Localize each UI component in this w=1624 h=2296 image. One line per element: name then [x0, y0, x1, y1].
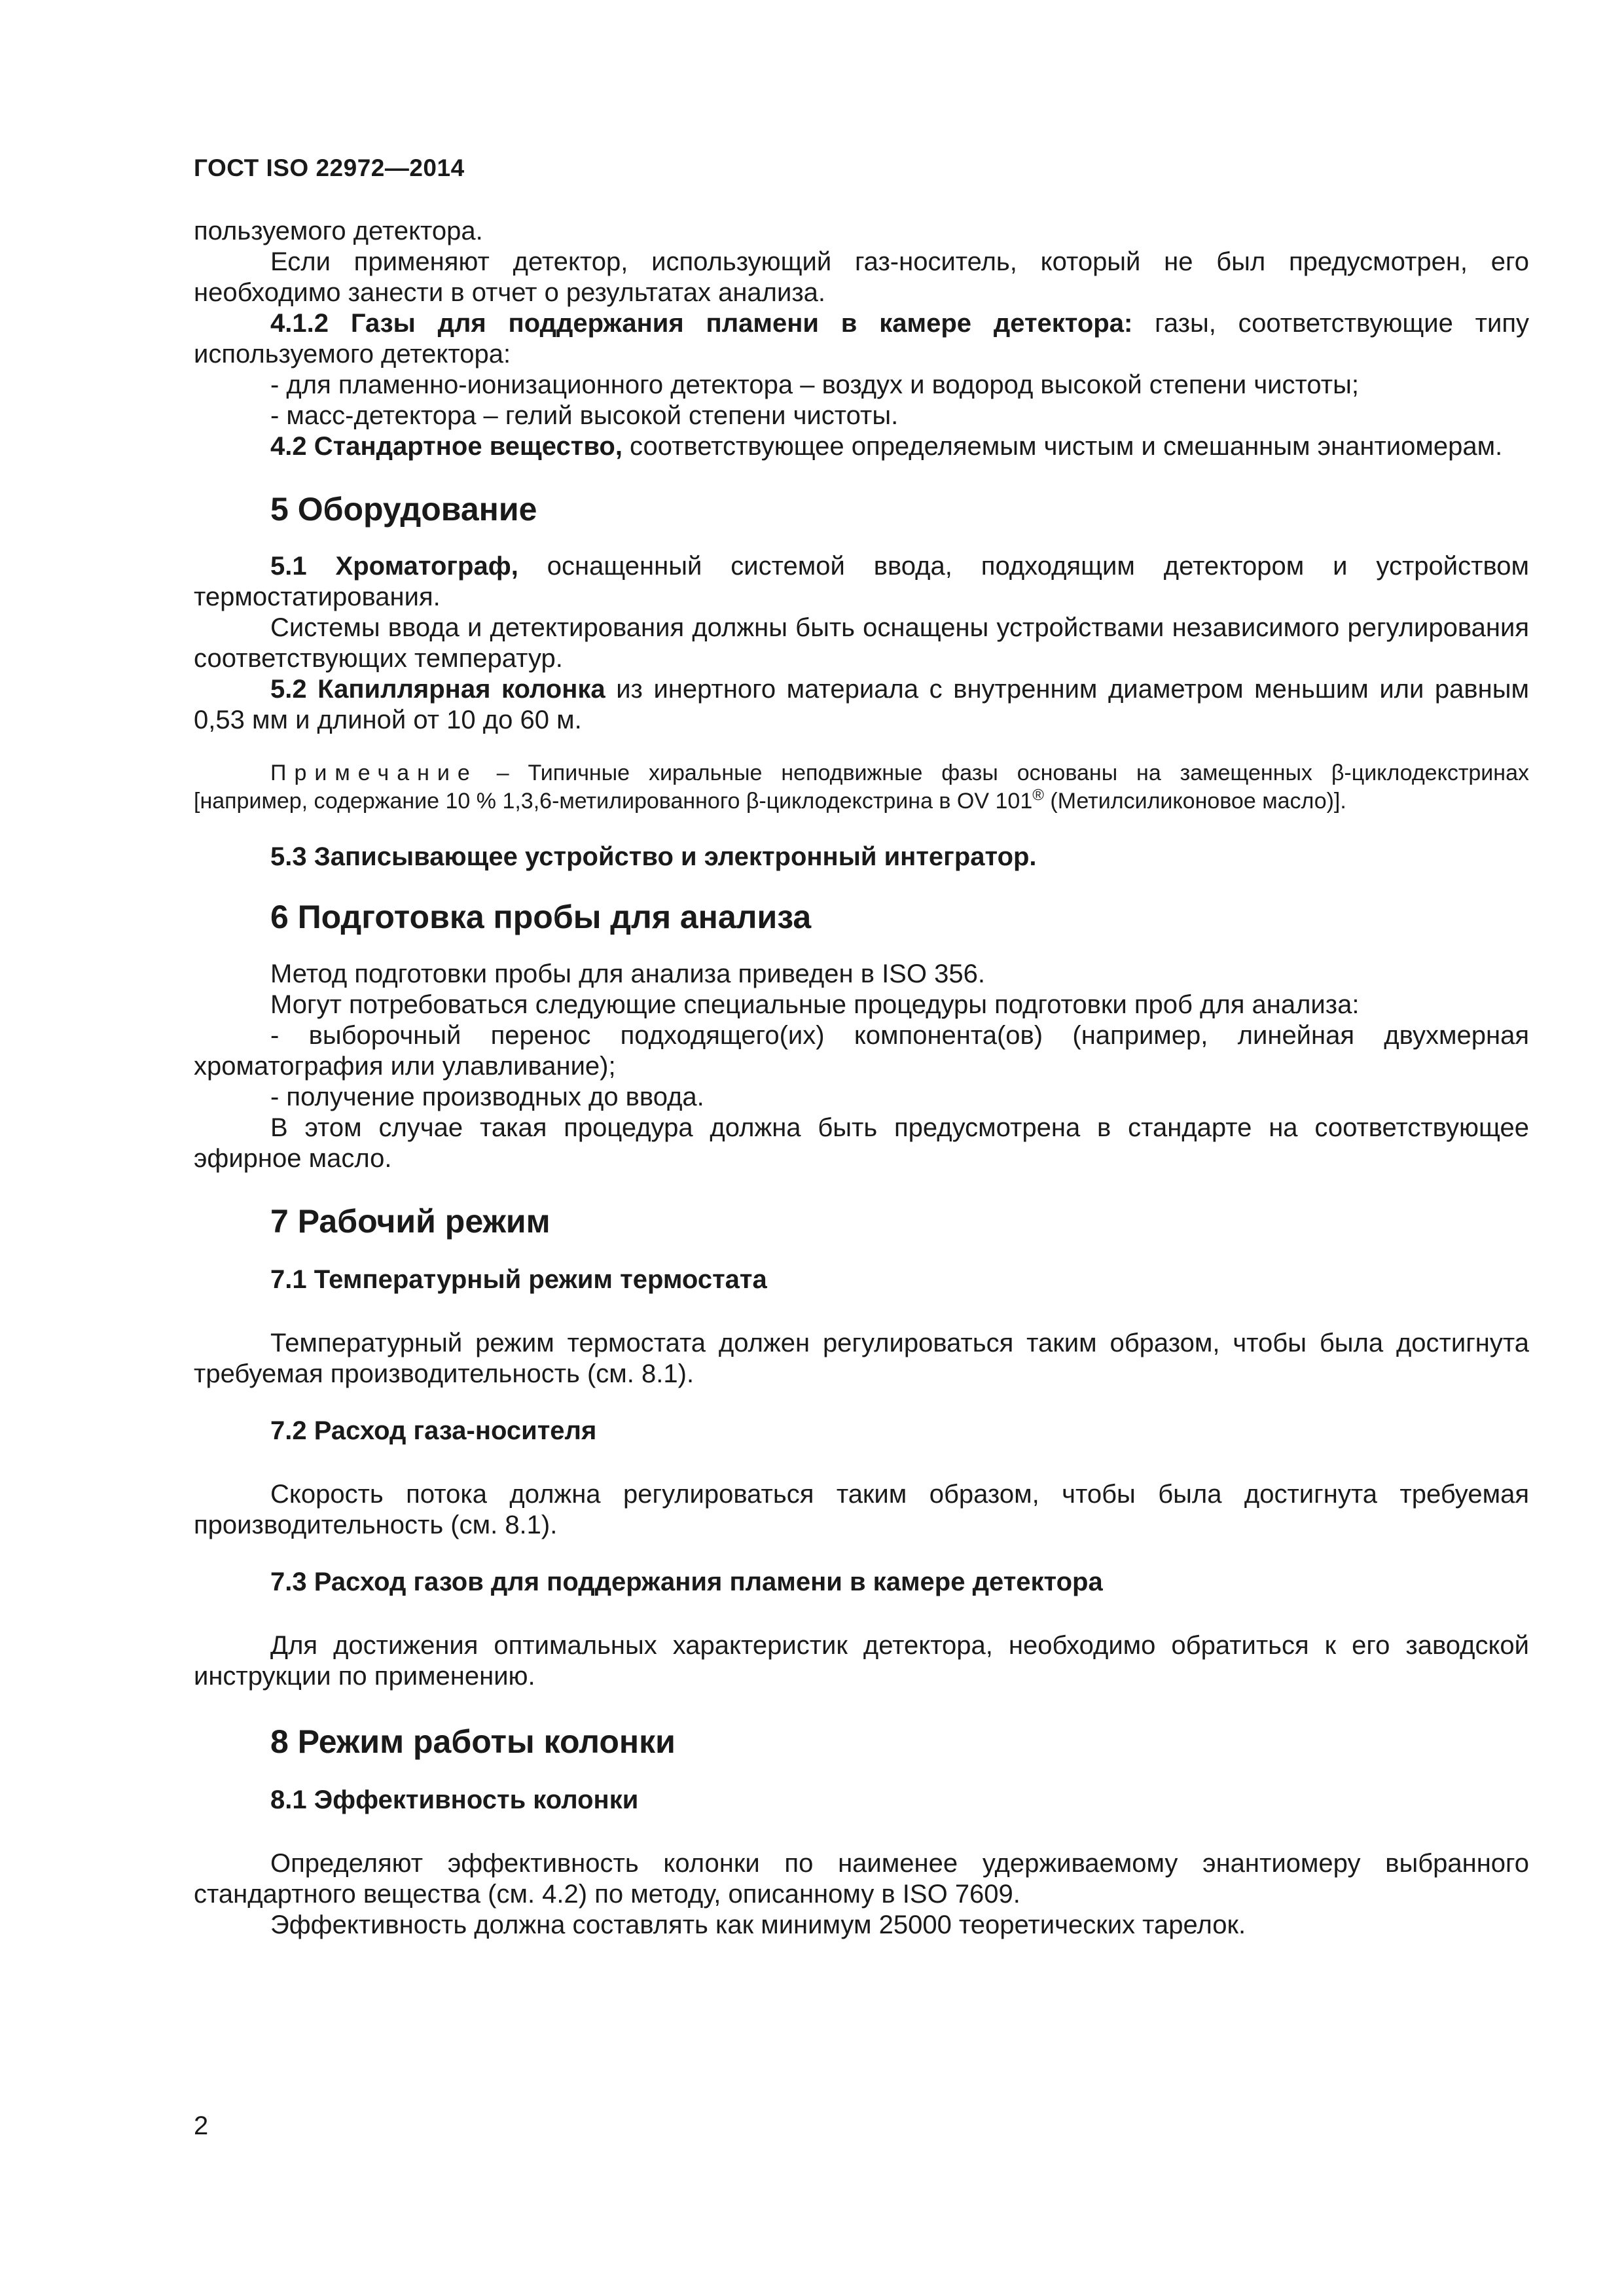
clause-7-1-heading: 7.1 Температурный режим термостата — [270, 1265, 767, 1294]
clause-5-3-heading: 5.3 Записывающее устройство и электронный интегратор. — [270, 842, 1037, 871]
clause-number: 5.1 — [270, 552, 307, 581]
clause-title: Капиллярная колонка — [317, 675, 605, 704]
clause-text: соответствующее определяемым чистым и смешанным энантиомерам. — [622, 432, 1503, 461]
note-text-end: (Метилсиликоновое масло)]. — [1043, 789, 1346, 814]
list-item: - масс-детектора – гелий высокой степени чистоты. — [270, 401, 899, 430]
clause-title: Газы для поддержания пламени в камере детектора: — [350, 309, 1133, 338]
clause-5-1 — [194, 551, 1529, 613]
clause-5-2 — [194, 674, 1529, 736]
clause-title: Хроматограф, — [335, 552, 518, 581]
clause-title: Стандартное вещество, — [314, 432, 623, 461]
paragraph: В этом случае такая процедура должна быть предусмотрена в стандарте на соответствующее эфирное масло. — [194, 1113, 1529, 1173]
document-header: ГОСТ ISO 22972—2014 — [194, 154, 465, 181]
clause-4-2 — [194, 431, 1529, 462]
clause-7-2-heading: 7.2 Расход газа-носителя — [270, 1416, 597, 1445]
note — [194, 759, 1529, 816]
clause-8-1-heading: 8.1 Эффективность колонки — [270, 1785, 639, 1814]
paragraph: Для достижения оптимальных характеристик детектора, необходимо обратиться к его заводской инструкции по применению. — [194, 1631, 1529, 1691]
paragraph: Эффективность должна составлять как минимум 25000 теоретических тарелок. — [270, 1910, 1246, 1939]
list-item: - выборочный перенос подходящего(их) компонента(ов) (например, линейная двухмерная хроматография или улавливание); — [194, 1021, 1529, 1081]
section-5-heading: 5 Оборудование — [270, 491, 537, 528]
section-6-heading: 6 Подготовка пробы для анализа — [270, 899, 812, 935]
paragraph: Метод подготовки пробы для анализа приведен в ISO 356. — [270, 960, 985, 988]
clause-text: оснащенный системой ввода, подходящим детектором и устройством термостатирования. — [194, 552, 1529, 611]
paragraph-detector: Если применяют детектор, использующий газ-носитель, который не был предусмотрен, его необходимо занести в отчет о результатах анализа. — [194, 247, 1529, 307]
clause-7-3-heading: 7.3 Расход газов для поддержания пламени в камере детектора — [270, 1568, 1103, 1596]
paragraph: Скорость потока должна регулироваться таким образом, чтобы была достигнута требуемая производительность (см. 8.1). — [194, 1480, 1529, 1539]
list-item: - получение производных до ввода. — [270, 1083, 704, 1111]
section-7-heading: 7 Рабочий режим — [270, 1203, 550, 1240]
clause-number: 5.2 — [270, 675, 307, 704]
clause-4-1-2 — [194, 308, 1529, 370]
paragraph: Температурный режим термостата должен регулироваться таким образом, чтобы была достигнута требуемая производительность (см. 8.1). — [194, 1329, 1529, 1388]
registered-mark: ® — [1032, 786, 1044, 804]
list-item: - для пламенно-ионизационного детектора – воздух и водород высокой степени чистоты; — [270, 370, 1359, 399]
paragraph: Определяют эффективность колонки по наименее удерживаемому энантиомеру выбранного стандартного вещества (см. 4.2) по методу, описанному в ISO 7609. — [194, 1849, 1529, 1909]
note-label: Примечание — [270, 761, 478, 785]
page-number: 2 — [194, 2111, 209, 2140]
clause-number: 4.1.2 — [270, 309, 329, 338]
document-body — [194, 216, 1529, 1941]
clause-text: газы, соответствующие типу используемого детектора: — [194, 309, 1529, 368]
paragraph-continuation: пользуемого детектора. — [194, 217, 483, 245]
paragraph: Системы ввода и детектирования должны быть оснащены устройствами независимого регулирования соответствующих температур. — [194, 613, 1529, 673]
note-text: – Типичные хиральные неподвижные фазы основаны на замещенных β-циклодекстринах [например, содержание 10 % 1,3,6-метилированного β-циклодекстрина в OV 101 — [194, 761, 1529, 814]
clause-text: из инертного материала с внутренним диаметром меньшим или равным 0,53 мм и длиной от 10 до 60 м. — [194, 675, 1529, 734]
section-8-heading: 8 Режим работы колонки — [270, 1723, 676, 1760]
clause-number: 4.2 — [270, 432, 307, 461]
paragraph: Могут потребоваться следующие специальные процедуры подготовки проб для анализа: — [270, 990, 1360, 1019]
